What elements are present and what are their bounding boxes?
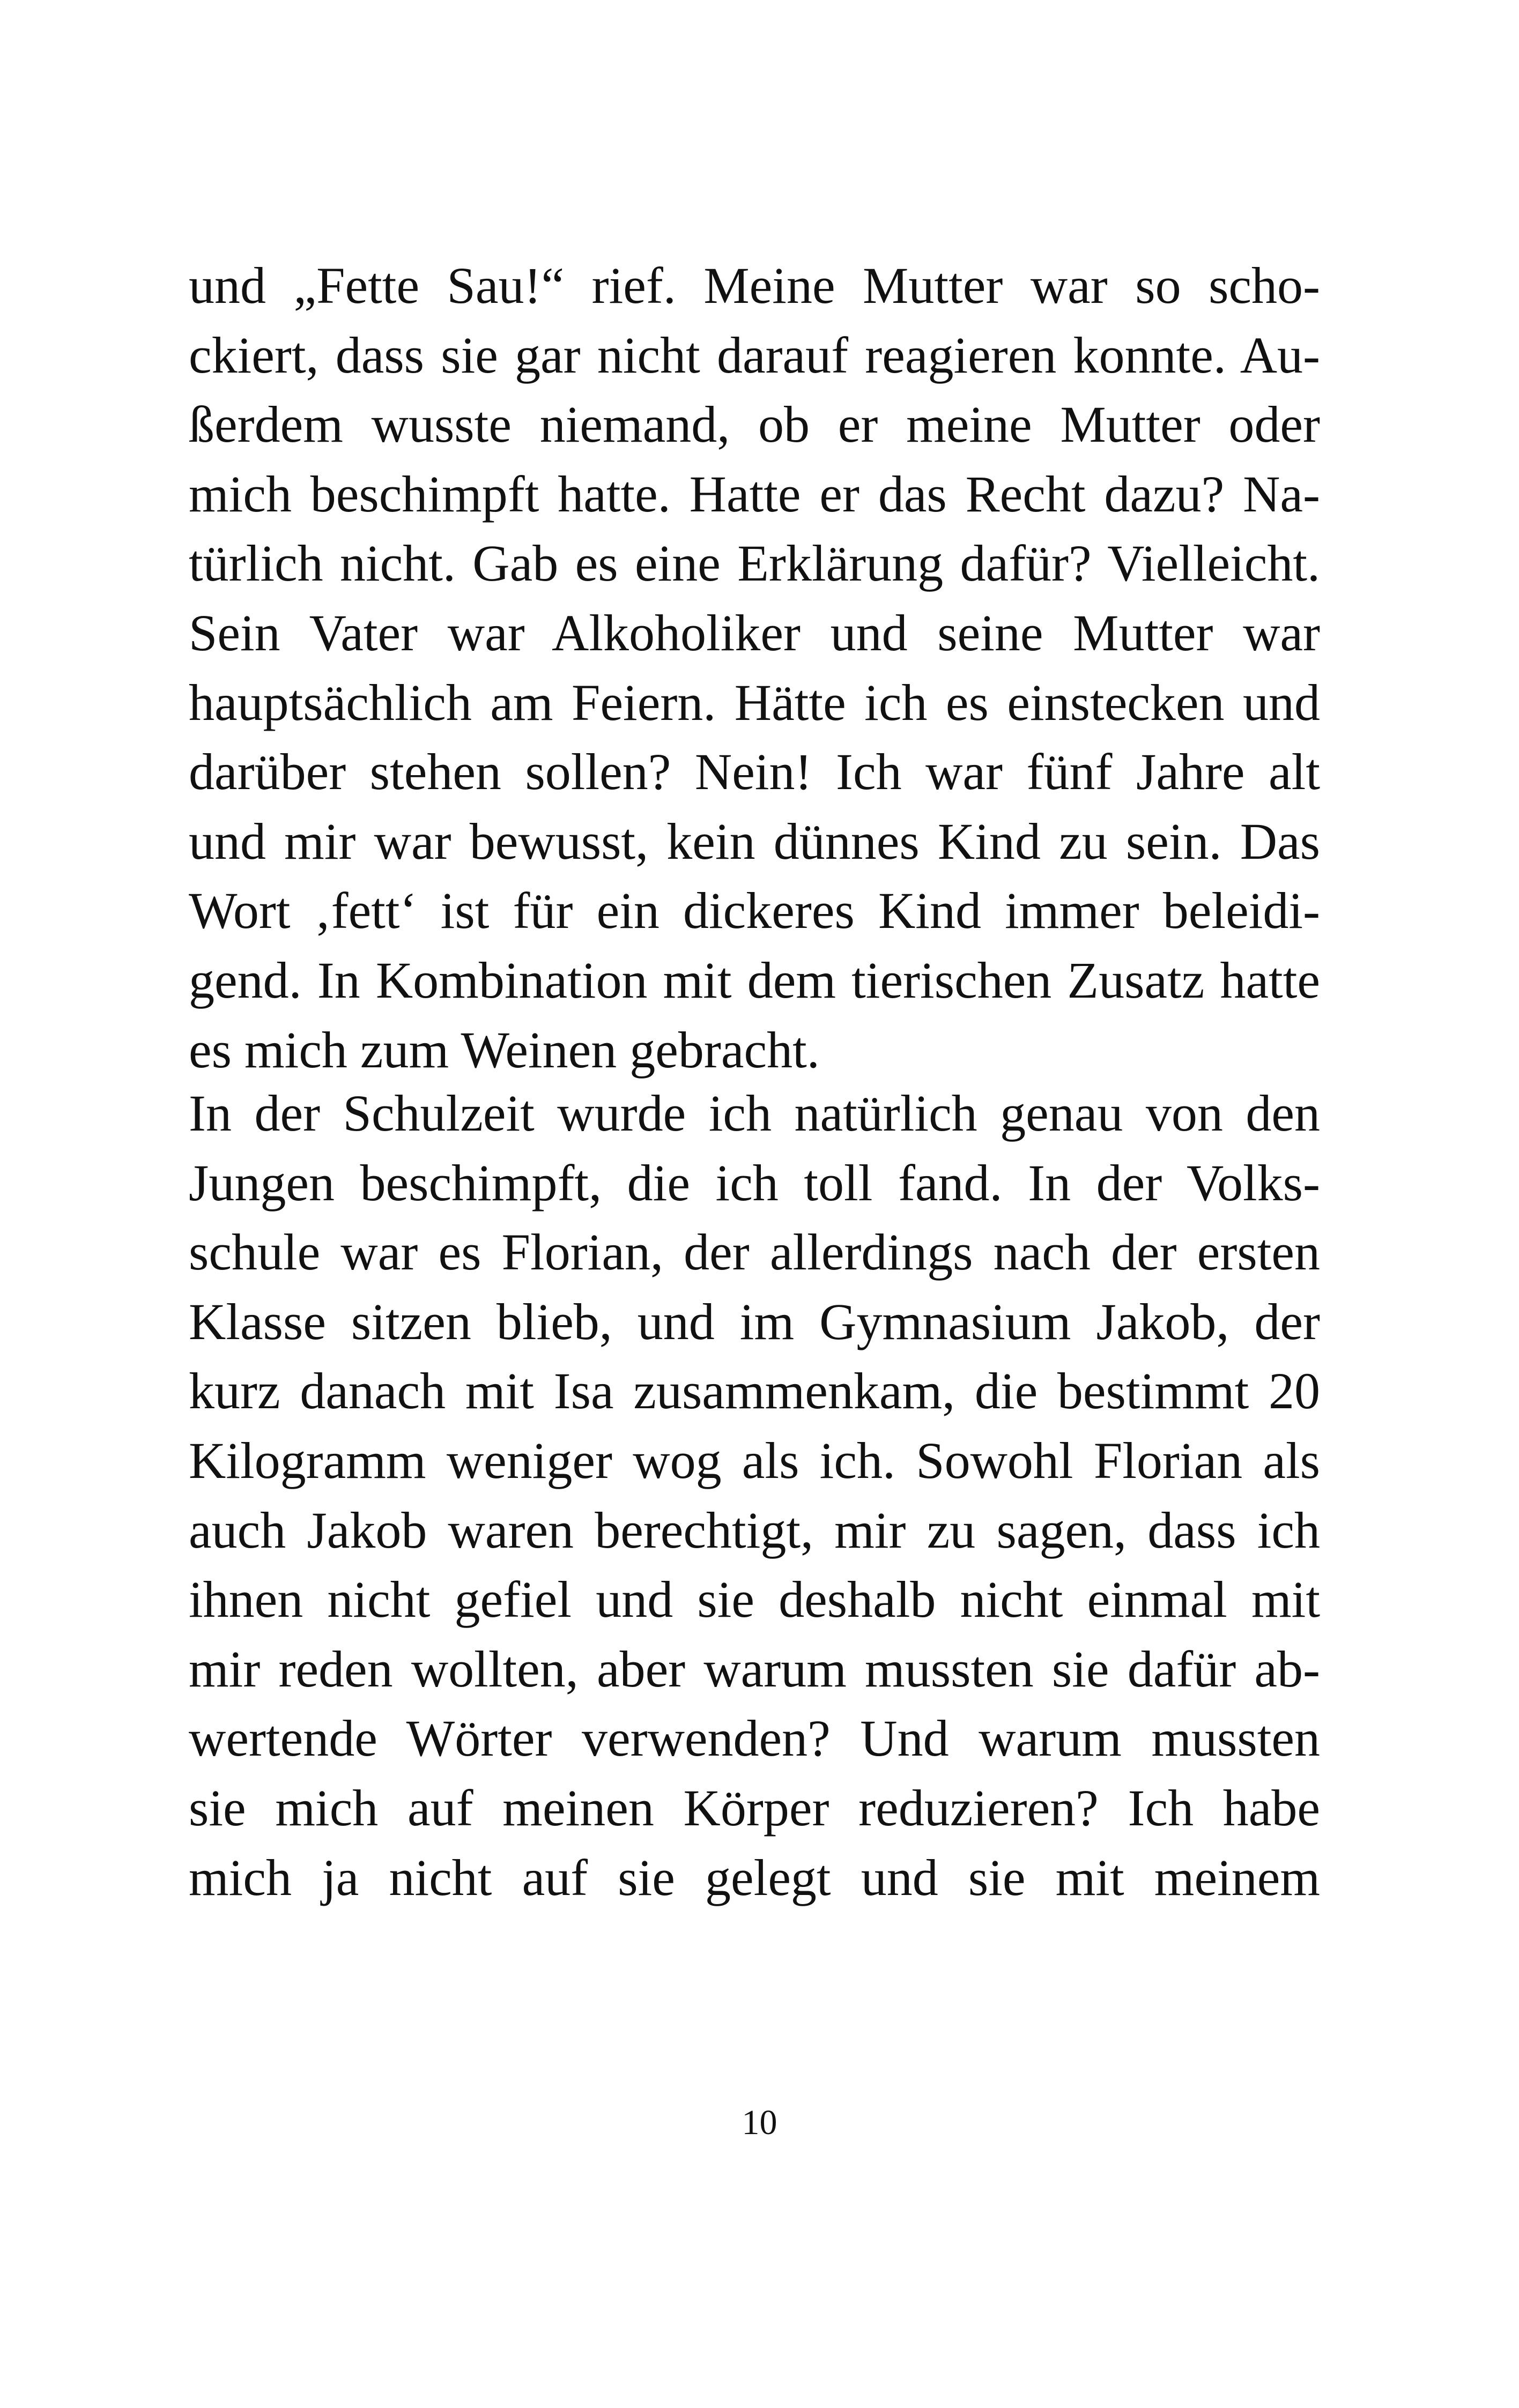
text-line: darüber stehen sollen? Nein! Ich war fünf Jahre alt (189, 743, 1320, 801)
text-line: Klasse sitzen blieb, und im Gymnasium Jakob, der (189, 1292, 1320, 1350)
text-line: schule war es Florian, der allerdings nach der ersten (189, 1223, 1320, 1281)
text-line: mich ja nicht auf sie gelegt und sie mit meinem (189, 1848, 1320, 1906)
text-line: Kilogramm weniger wog als ich. Sowohl Florian als (189, 1431, 1320, 1489)
text-line: mich beschimpft hatte. Hatte er das Recht dazu? Na- (189, 465, 1320, 523)
paragraph-2 (189, 1079, 1320, 1912)
text-line: mir reden wollten, aber warum mussten sie dafür ab- (189, 1640, 1320, 1698)
page-number: 10 (742, 2103, 777, 2142)
text-line: wertende Wörter verwenden? Und warum mussten (189, 1710, 1320, 1767)
text-line: und „Fette Sau!“ rief. Meine Mutter war so scho- (189, 257, 1320, 314)
text-line: ßerdem wusste niemand, ob er meine Mutter oder (189, 396, 1320, 454)
text-line: ckiert, dass sie gar nicht darauf reagieren konnte. Au- (189, 326, 1320, 384)
text-line: In der Schulzeit wurde ich natürlich genau von den (189, 1084, 1320, 1142)
text-line: sie mich auf meinen Körper reduzieren? Ich habe (189, 1779, 1320, 1837)
text-line: ihnen nicht gefiel und sie deshalb nicht einmal mit (189, 1571, 1320, 1629)
paragraph-1 (189, 251, 1320, 1084)
text-line: hauptsächlich am Feiern. Hätte ich es einstecken und (189, 673, 1320, 731)
text-line: türlich nicht. Gab es eine Erklärung dafür? Vielleicht. (189, 534, 1320, 592)
text-line: gend. In Kombination mit dem tierischen Zusatz hatte (189, 951, 1320, 1009)
text-line: kurz danach mit Isa zusammenkam, die bestimmt 20 (189, 1362, 1320, 1420)
text-line: auch Jakob waren berechtigt, mir zu sagen, dass ich (189, 1501, 1320, 1559)
text-line: Wort ‚fett‘ ist für ein dickeres Kind immer beleidi- (189, 882, 1320, 940)
text-line: und mir war bewusst, kein dünnes Kind zu sein. Das (189, 812, 1320, 870)
text-line: Sein Vater war Alkoholiker und seine Mutter war (189, 604, 1320, 662)
text-line: Jungen beschimpft, die ich toll fand. In der Volks- (189, 1154, 1320, 1212)
text-line: es mich zum Weinen gebracht. (189, 1021, 820, 1079)
